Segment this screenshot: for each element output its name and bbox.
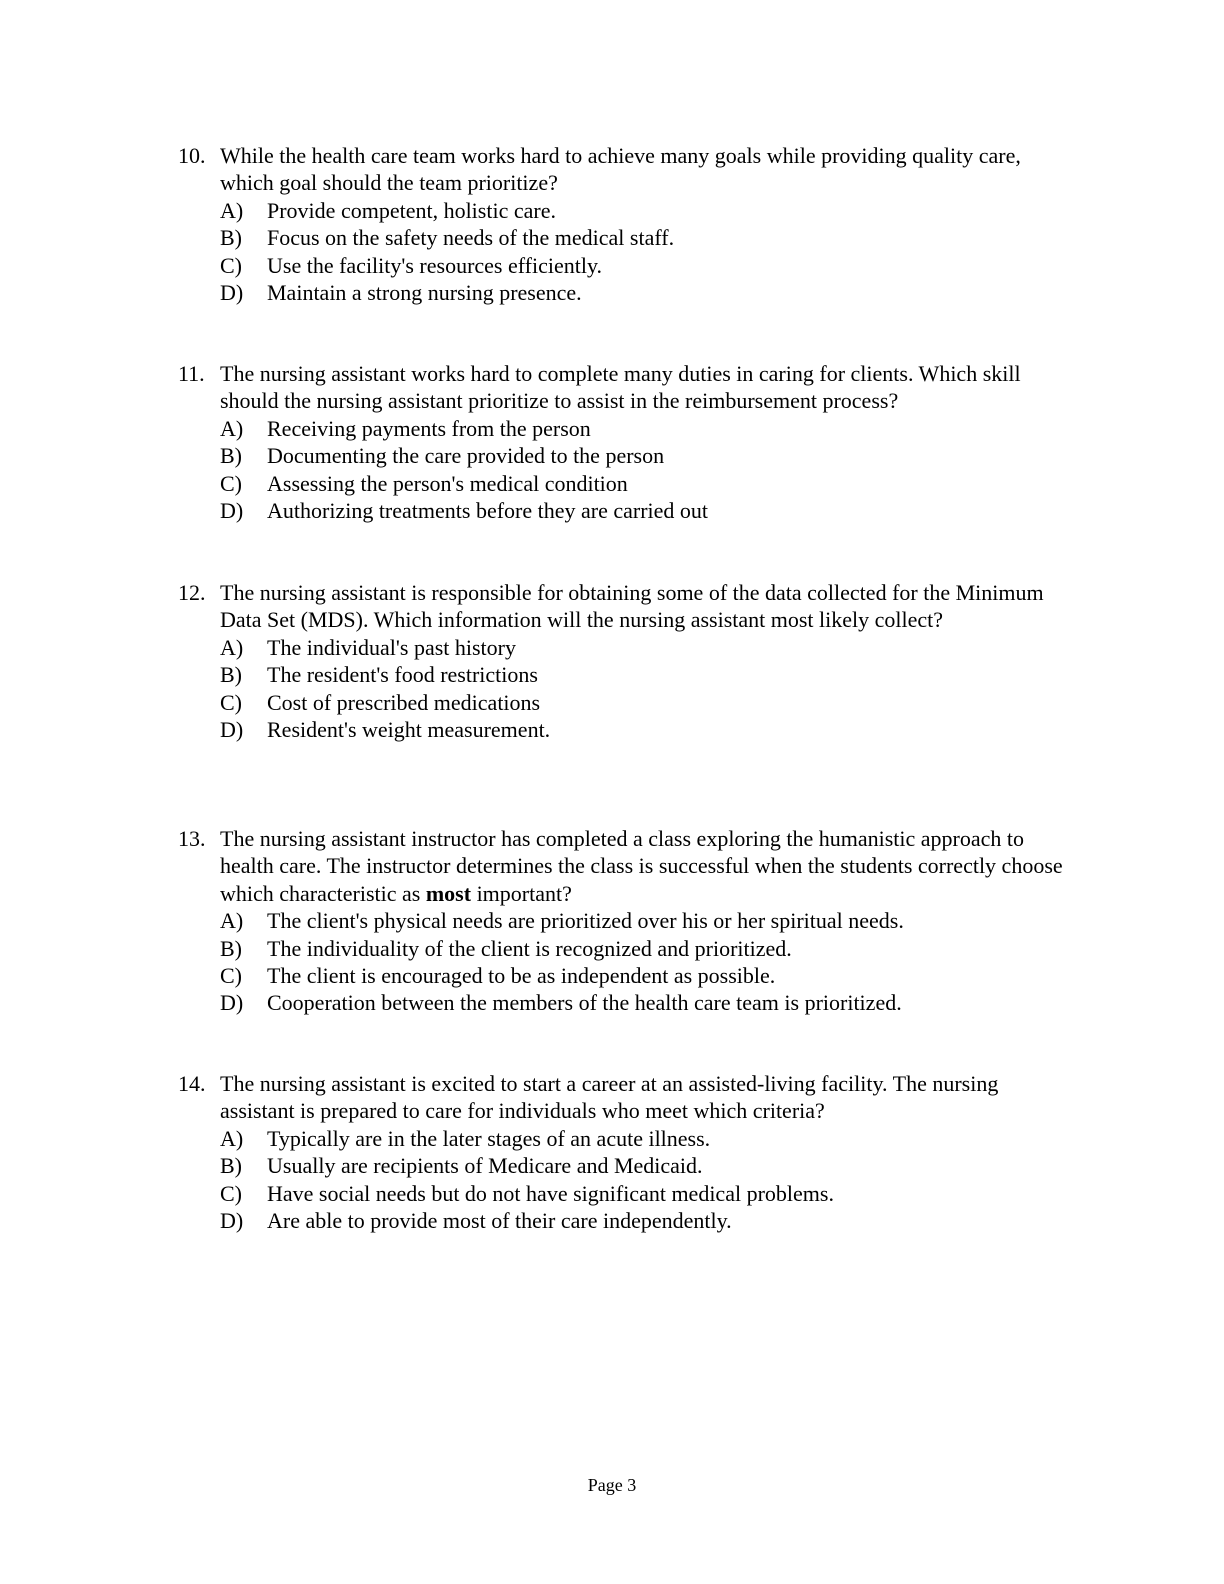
question-text: While the health care team works hard to achieve many goals while providing quality care, which goal should the team prioritize? [220,143,1021,196]
option-letter: B) [220,225,242,251]
option-letter: B) [220,662,242,688]
answer-option-c [220,962,1078,989]
question-14 [178,1070,1078,1234]
answer-option-a [220,415,1078,442]
option-text: Documenting the care provided to the person [267,443,665,469]
question-number: 11. [178,361,205,386]
option-letter: D) [220,1208,244,1234]
answer-option-b [220,224,1078,251]
question-number: 12. [178,580,206,605]
question-number: 13. [178,826,206,851]
answer-option-d [220,497,1078,524]
question-number: 10. [178,143,206,168]
option-text: Usually are recipients of Medicare and Medicaid. [267,1153,703,1179]
option-letter: C) [220,470,242,496]
option-letter: B) [220,443,242,469]
option-text: Cooperation between the members of the health care team is prioritized. [267,990,902,1016]
answer-options [220,1125,1078,1235]
option-letter: D) [220,280,244,306]
option-text: Focus on the safety needs of the medical staff. [267,225,675,251]
answer-option-a [220,907,1078,934]
answer-option-d [220,716,1078,743]
question-text: The nursing assistant is responsible for obtaining some of the data collected for the Minimum Data Set (MDS). Which information will the nursing assistant most likely collect? [220,580,1044,633]
answer-option-d [220,989,1078,1016]
option-text: The resident's food restrictions [267,662,538,688]
option-letter: B) [220,935,242,961]
answer-option-d [220,279,1078,306]
option-letter: D) [220,498,244,524]
option-text: Authorizing treatments before they are carried out [267,498,709,524]
option-letter: A) [220,1125,244,1151]
option-text: Provide competent, holistic care. [267,197,556,223]
option-text: Typically are in the later stages of an acute illness. [267,1125,711,1151]
option-text: Maintain a strong nursing presence. [267,280,582,306]
option-text: The individuality of the client is recognized and prioritized. [267,935,792,961]
option-letter: D) [220,717,244,743]
emphasis-word: most [425,880,472,906]
answer-options [220,907,1078,1017]
option-text: Receiving payments from the person [267,415,591,441]
question-text [220,825,1078,907]
option-letter: D) [220,990,244,1016]
answer-option-a [220,197,1078,224]
question-number: 14. [178,1071,206,1096]
page-number: Page 3 [587,1475,637,1495]
option-text: Have social needs but do not have significant medical problems. [267,1180,834,1206]
question-text-end: important? [471,880,572,906]
question-12 [178,579,1078,743]
answer-option-b [220,935,1078,962]
question-10 [178,142,1078,306]
option-text: The client is encouraged to be as independent as possible. [267,963,776,989]
option-letter: A) [220,634,244,660]
question-11 [178,360,1078,524]
answer-option-c [220,470,1078,497]
answer-option-d [220,1207,1078,1234]
option-text: Use the facility's resources efficiently. [267,252,603,278]
answer-options [220,415,1078,525]
question-text: The nursing assistant is excited to start a career at an assisted-living facility. The nursing assistant is prepared to care for individuals who meet which criteria? [220,1071,999,1124]
option-text: Resident's weight measurement. [267,717,551,743]
option-text: The individual's past history [267,634,516,660]
option-letter: C) [220,689,242,715]
answer-options [220,197,1078,307]
option-letter: C) [220,963,242,989]
answer-option-a [220,1125,1078,1152]
option-letter: A) [220,197,244,223]
answer-option-b [220,661,1078,688]
answer-option-a [220,634,1078,661]
option-letter: A) [220,415,244,441]
option-text: The client's physical needs are prioritized over his or her spiritual needs. [267,908,904,934]
option-text: Assessing the person's medical condition [267,470,628,496]
option-letter: B) [220,1153,242,1179]
answer-option-c [220,1180,1078,1207]
option-letter: C) [220,252,242,278]
option-text: Cost of prescribed medications [267,689,541,715]
answer-option-c [220,689,1078,716]
answer-option-c [220,252,1078,279]
answer-option-b [220,1152,1078,1179]
answer-options [220,634,1078,744]
question-13 [178,825,1078,1017]
question-text-start: The nursing assistant instructor has completed a class exploring the humanistic approach to health care. The instructor determines the class is successful when the students correctly choose which characteristic as [220,826,1063,906]
answer-option-b [220,442,1078,469]
option-letter: A) [220,908,244,934]
option-text: Are able to provide most of their care independently. [267,1208,732,1234]
question-text: The nursing assistant works hard to complete many duties in caring for clients. Which skill should the nursing assistant prioritize to assist in the reimbursement process? [220,361,1021,414]
option-letter: C) [220,1180,242,1206]
